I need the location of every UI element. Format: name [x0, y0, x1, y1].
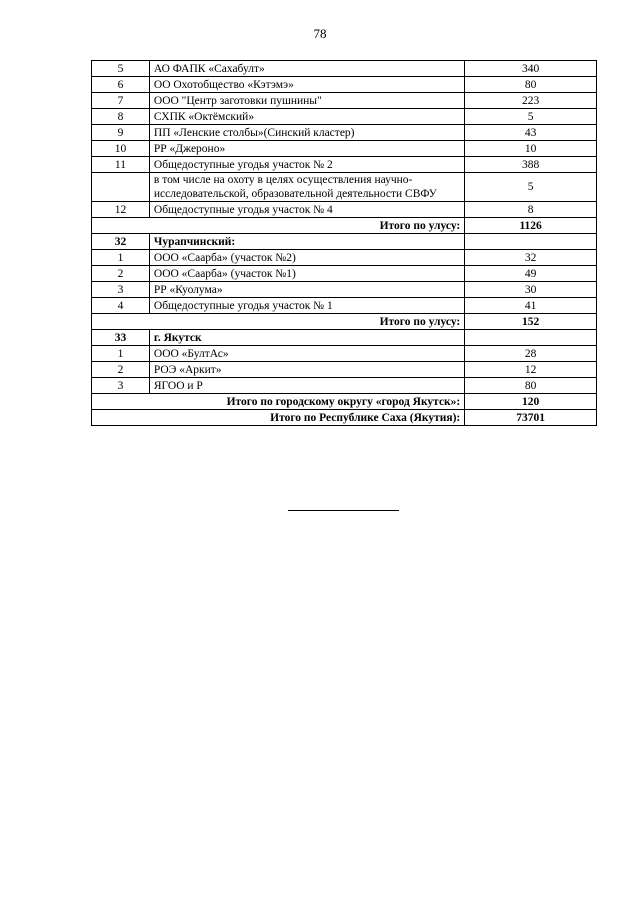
row-number: 12	[92, 202, 150, 218]
row-value: 340	[465, 61, 597, 77]
grand-total-label: Итого по Республике Саха (Якутия):	[92, 410, 465, 426]
organization-name: Общедоступные угодья участок № 2	[149, 157, 464, 173]
row-number: 9	[92, 125, 150, 141]
total-value: 1126	[465, 218, 597, 234]
table-row	[92, 202, 597, 218]
organization-name: ООО «БултАс»	[149, 346, 464, 362]
including-description: в том числе на охоту в целях осуществления научно-исследовательской, образовательной деятельности СВФУ	[149, 173, 464, 202]
row-number: 5	[92, 61, 150, 77]
row-number: 2	[92, 266, 150, 282]
organization-name: ООО "Центр заготовки пушнины"	[149, 93, 464, 109]
row-number: 2	[92, 362, 150, 378]
table-row	[92, 282, 597, 298]
table-row	[92, 378, 597, 394]
row-value: 10	[465, 141, 597, 157]
total-label: Итого по улусу:	[92, 218, 465, 234]
table-row	[92, 77, 597, 93]
row-number: 1	[92, 250, 150, 266]
total-row-republic	[92, 410, 597, 426]
organization-name: РР «Куолума»	[149, 282, 464, 298]
section-header-row	[92, 234, 597, 250]
row-value: 28	[465, 346, 597, 362]
row-value: 49	[465, 266, 597, 282]
table-row	[92, 298, 597, 314]
total-row	[92, 314, 597, 330]
row-number: 6	[92, 77, 150, 93]
row-value: 43	[465, 125, 597, 141]
organization-name: РР «Джероно»	[149, 141, 464, 157]
table-row	[92, 346, 597, 362]
row-value: 32	[465, 250, 597, 266]
section-title: г. Якутск	[149, 330, 464, 346]
total-row	[92, 218, 597, 234]
organization-name: Общедоступные угодья участок № 1	[149, 298, 464, 314]
table-row	[92, 362, 597, 378]
row-number: 3	[92, 282, 150, 298]
total-label: Итого по улусу:	[92, 314, 465, 330]
table-row	[92, 250, 597, 266]
row-number: 8	[92, 109, 150, 125]
table-row	[92, 266, 597, 282]
section-header-row	[92, 330, 597, 346]
section-number: 32	[92, 234, 150, 250]
row-value: 223	[465, 93, 597, 109]
total-label: Итого по городскому округу «город Якутск»:	[92, 394, 465, 410]
row-value: 30	[465, 282, 597, 298]
row-number: 11	[92, 157, 150, 173]
separator-line	[288, 510, 399, 511]
section-empty-cell	[465, 330, 597, 346]
total-value: 120	[465, 394, 597, 410]
row-value: 8	[465, 202, 597, 218]
table-row	[92, 61, 597, 77]
table-row	[92, 93, 597, 109]
section-number: 33	[92, 330, 150, 346]
organization-name: ООО «Саарба» (участок №2)	[149, 250, 464, 266]
row-value: 80	[465, 77, 597, 93]
total-row-city	[92, 394, 597, 410]
organization-name: ООО «Саарба» (участок №1)	[149, 266, 464, 282]
table-row	[92, 125, 597, 141]
organization-name: АО ФАПК «Сахабулт»	[149, 61, 464, 77]
row-value: 41	[465, 298, 597, 314]
row-number: 7	[92, 93, 150, 109]
row-number: 4	[92, 298, 150, 314]
grand-total-value: 73701	[465, 410, 597, 426]
hunting-grounds-table	[91, 60, 597, 426]
organization-name: СХПК «Октёмский»	[149, 109, 464, 125]
table-row-including	[92, 173, 597, 202]
row-value: 5	[465, 173, 597, 202]
section-title: Чурапчинский:	[149, 234, 464, 250]
row-number: 3	[92, 378, 150, 394]
row-value: 5	[465, 109, 597, 125]
organization-name: ОО Охотобщество «Кэтэмэ»	[149, 77, 464, 93]
row-value: 388	[465, 157, 597, 173]
row-number	[92, 173, 150, 202]
table-row	[92, 157, 597, 173]
total-value: 152	[465, 314, 597, 330]
organization-name: РОЭ «Аркит»	[149, 362, 464, 378]
organization-name: Общедоступные угодья участок № 4	[149, 202, 464, 218]
organization-name: ЯГОО и Р	[149, 378, 464, 394]
page-number: 78	[313, 26, 327, 41]
row-value: 12	[465, 362, 597, 378]
row-number: 1	[92, 346, 150, 362]
row-value: 80	[465, 378, 597, 394]
section-empty-cell	[465, 234, 597, 250]
organization-name: ПП «Ленские столбы»(Синский кластер)	[149, 125, 464, 141]
table-row	[92, 109, 597, 125]
row-number: 10	[92, 141, 150, 157]
table-row	[92, 141, 597, 157]
